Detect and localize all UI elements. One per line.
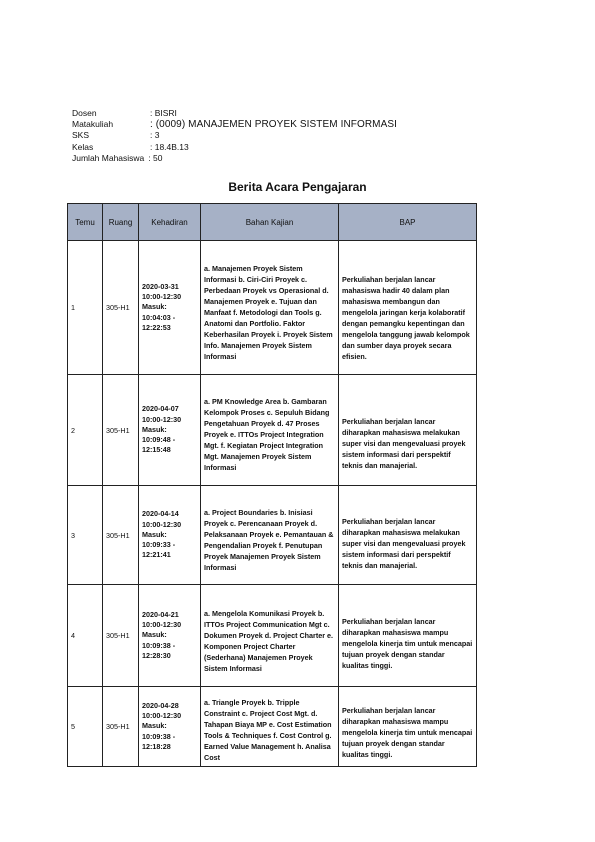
cell-bahan-kajian: a. Triangle Proyek b. Tripple Constraint c. Project Cost Mgt. d. Tahapan Biaya MP e. Cost Estimation Tools & Techniques f. Cost Control g. Earned Value Management h. Analisa Cost (201, 687, 339, 767)
header-bahan-kajian: Bahan Kajian (201, 204, 339, 241)
cell-ruang: 305-H1 (103, 585, 139, 687)
meta-matakuliah (72, 119, 397, 130)
cell-bahan-kajian: a. Project Boundaries b. Inisiasi Proyek c. Perencanaan Proyek d. Pelaksanaan Proyek e. Pemantauan & Pengendalian Proyek f. Penutupan Proyek Manajemen Proyek Sistem Informasi (201, 486, 339, 585)
meta-dosen-value: : BISRI (150, 108, 177, 118)
meta-dosen (72, 108, 397, 119)
table-row (68, 375, 477, 486)
meta-dosen-label: Dosen (72, 108, 97, 118)
cell-temu: 1 (68, 241, 103, 375)
cell-temu: 4 (68, 585, 103, 687)
cell-kehadiran: 2020-04-14 10:00-12:30 Masuk: 10:09:33 - 12:21:41 (139, 486, 201, 585)
header-ruang: Ruang (103, 204, 139, 241)
meta-kelas-label: Kelas (72, 141, 94, 152)
table-header-row (68, 204, 477, 241)
header-bap: BAP (339, 204, 477, 241)
meta-kelas-value: : 18.4B.13 (150, 141, 189, 152)
cell-ruang: 305-H1 (103, 486, 139, 585)
course-meta (72, 108, 397, 164)
meta-kelas (72, 142, 397, 153)
cell-bap: Perkuliahan berjalan lancar diharapkan mahasiswa melakukan super visi dan mengevaluasi proyek sistem informasi dari perspektif teknis dan manajerial. (339, 375, 477, 486)
cell-kehadiran: 2020-03-31 10:00-12:30 Masuk: 10:04:03 - 12:22:53 (139, 241, 201, 375)
cell-bahan-kajian: a. PM Knowledge Area b. Gambaran Kelompok Proses c. Sepuluh Bidang Pengetahuan Proyek d. 47 Proses Proyek e. ITTOs Project Integration Mgt. f. Kegiatan Project Integration Mgt. Manajemen Proyek Sistem Informasi (201, 375, 339, 486)
table-row (68, 585, 477, 687)
meta-jumlah-label: Jumlah Mahasiswa (72, 152, 145, 163)
cell-ruang: 305-H1 (103, 375, 139, 486)
table-row (68, 687, 477, 767)
table-row (68, 486, 477, 585)
cell-bahan-kajian: a. Mengelola Komunikasi Proyek b. ITTOs Project Communication Mgt c. Dokumen Proyek d. Project Charter e. Komponen Project Charter (Sederhana) Manajemen Proyek Sistem Informasi (201, 585, 339, 687)
cell-bap: Perkuliahan berjalan lancar mahasiswa hadir 40 dalam plan mahasiswa membangun dan mengelola jaringan kerja kolaboratif dengan pemangku kepentingan dan mengelola tanggung jawab kelompok dan sumber daya proyek secara efisien. (339, 241, 477, 375)
cell-kehadiran: 2020-04-07 10:00-12:30 Masuk: 10:09:48 - 12:15:48 (139, 375, 201, 486)
cell-bahan-kajian: a. Manajemen Proyek Sistem Informasi b. Ciri-Ciri Proyek c. Perbedaan Proyek vs Operasional d. Manajemen Proyek e. Tujuan dan Manfaat f. Metodologi dan Tools g. Anatomi dan Portfolio. Faktor Keberhasilan Proyek i. Proyek Sistem Info. Manajemen Proyek Sistem Informasi (201, 241, 339, 375)
meta-matakuliah-label: Matakuliah (72, 119, 114, 130)
meta-sks (72, 130, 397, 141)
cell-bap: Perkuliahan berjalan lancar diharapkan mahasiswa mampu mengelola kinerja tim untuk mencapai tujuan proyek dengan standar kualitas tinggi. (339, 687, 477, 767)
header-kehadiran: Kehadiran (139, 204, 201, 241)
meta-jumlah-value: : 50 (148, 152, 163, 163)
cell-temu: 2 (68, 375, 103, 486)
cell-kehadiran: 2020-04-21 10:00-12:30 Masuk: 10:09:38 - 12:28:30 (139, 585, 201, 687)
cell-bap: Perkuliahan berjalan lancar diharapkan mahasiswa mampu mengelola kinerja tim untuk mencapai tujuan proyek dengan standar kualitas tinggi. (339, 585, 477, 687)
cell-bap: Perkuliahan berjalan lancar diharapkan mahasiswa melakukan super visi dan mengevaluasi proyek sistem informasi dari perspektif teknis dan manajerial. (339, 486, 477, 585)
cell-temu: 5 (68, 687, 103, 767)
bap-table (67, 203, 477, 767)
cell-ruang: 305-H1 (103, 687, 139, 767)
meta-sks-value: : 3 (150, 130, 160, 141)
meta-jumlah (72, 153, 397, 164)
cell-kehadiran: 2020-04-28 10:00-12:30 Masuk: 10:09:38 - 12:18:28 (139, 687, 201, 767)
table-row (68, 241, 477, 375)
page-title: Berita Acara Pengajaran (228, 180, 367, 194)
meta-sks-label: SKS (72, 130, 90, 141)
cell-ruang: 305-H1 (103, 241, 139, 375)
meta-matakuliah-value: : (0009) MANAJEMEN PROYEK SISTEM INFORMASI (150, 119, 398, 131)
header-temu: Temu (68, 204, 103, 241)
cell-temu: 3 (68, 486, 103, 585)
